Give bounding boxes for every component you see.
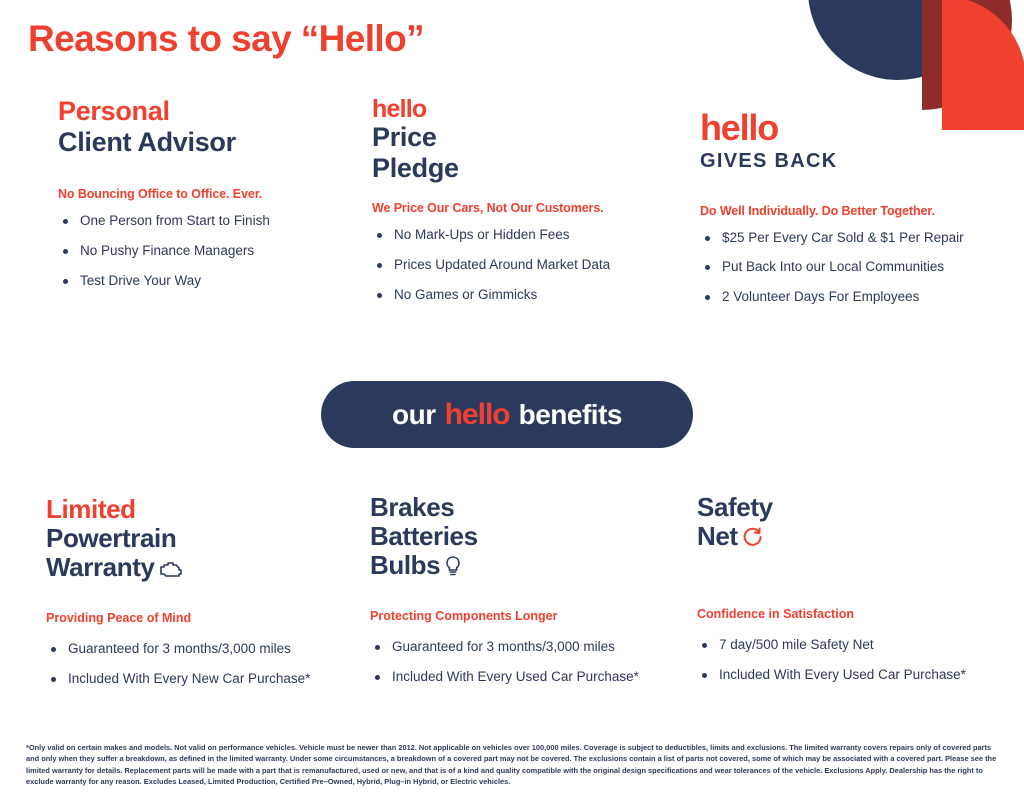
list-item: No Pushy Finance Managers [58,243,358,260]
lightbulb-icon [443,554,463,583]
list-item: Put Back Into our Local Communities [700,259,1010,276]
card-title-line3: Warranty [46,552,155,583]
benefit-card-price-pledge [372,96,672,317]
card-title-line1: Limited [46,494,136,524]
dark-red-circle-decor [922,0,1012,110]
list-item: 7 day/500 mile Safety Net [697,637,1017,654]
engine-icon [158,556,182,585]
card-title-line3-wrap [46,553,376,585]
card-title [372,96,672,183]
card-bullet-list [58,213,358,290]
card-title-line2: Client Advisor [58,126,236,157]
list-item: Included With Every Used Car Purchase* [697,667,1017,684]
list-item: Included With Every Used Car Purchase* [370,669,690,686]
hello-brand-text: hello [372,95,427,123]
legal-footnote: *Only valid on certain makes and models. Not valid on performance vehicles. Vehicle must be newer than 2012. Not applicable on vehicles over 100,000 miles. Coverage is subject to deductibles, limits and exclusions. The limited warranty covers repairs only of covered parts and only when they suffer a breakdown, as defined in the limited warranty. Under some circumstances, a breakdown of a covered part may not be covered. The exclusions contain a list of parts not covered, some of which may be associated with a covered part. Please see the limited warranty for details. Replacement parts will be made with a part that is remanufactured, used or new, and that is of a kind and quality compatible with the original design specifications and wear tolerances of the vehicle. Exclusions Apply. Dealership has the right to exclude warranty for any reason. Excludes Leased, Limited Production, Certified Pre–Owned, Hybrid, Plug–in Hybrid, or Electric vehicles. [26,743,997,787]
list-item: One Person from Start to Finish [58,213,358,230]
card-title-line1: Personal [58,96,170,126]
card-title [700,107,1010,173]
card-title-line1: Price [372,122,437,153]
benefit-card-hello-gives-back [700,107,1010,319]
card-subhead: Protecting Components Longer [370,609,558,624]
card-bullet-list [370,639,690,686]
benefit-card-brakes-batteries-bulbs [370,493,690,699]
bottom-benefits-grid [0,492,1024,695]
card-subhead: Do Well Individually. Do Better Together. [700,203,935,218]
card-subhead: No Bouncing Office to Office. Ever. [58,187,263,201]
list-item: Prices Updated Around Market Data [372,257,672,274]
card-subhead: Confidence in Satisfaction [697,607,854,622]
card-title-line1: Brakes [370,492,455,522]
card-title [370,493,690,583]
list-item: $25 Per Every Car Sold & $1 Per Repair [700,230,1010,247]
card-title [58,96,358,157]
card-title-line2: Batteries [370,521,478,552]
list-item: Guaranteed for 3 months/3,000 miles [370,639,690,656]
card-bullet-list [46,641,376,688]
card-title-line2: Powertrain [46,523,177,554]
refresh-circle-icon [741,525,763,554]
card-title [697,493,1017,554]
card-title-line2-wrap [697,522,1017,554]
banner-word-benefits: benefits [518,398,622,430]
page-title: Reasons to say “Hello” [28,18,424,59]
banner-word-hello: hello [444,397,510,431]
card-title-line3: Bulbs [370,550,441,581]
card-title-line2: Net [697,521,738,552]
benefit-card-limited-powertrain-warranty [46,495,376,701]
top-benefits-grid [0,96,1024,346]
list-item: Guaranteed for 3 months/3,000 miles [46,641,376,658]
banner-word-our: our [392,398,436,430]
list-item: 2 Volunteer Days For Employees [700,289,1010,306]
card-title-line3-wrap [370,551,690,583]
card-title-line2: Pledge [372,152,459,183]
list-item: No Mark-Ups or Hidden Fees [372,227,672,244]
card-title [46,495,376,585]
benefit-card-personal-client-advisor [58,96,358,303]
hello-brand-text: hello [700,107,779,148]
list-item: Test Drive Your Way [58,273,358,290]
card-bullet-list [700,230,1010,307]
card-bullet-list [372,227,672,304]
card-bullet-list [697,637,1017,684]
list-item: No Games or Gimmicks [372,287,672,304]
card-title-line1: Safety [697,492,773,522]
benefit-card-safety-net [697,493,1017,697]
card-subhead: Providing Peace of Mind [46,611,192,626]
navy-circle-decor [808,0,988,80]
card-title-line1: GIVES BACK [700,150,838,172]
hello-benefits-banner [321,381,693,448]
list-item: Included With Every New Car Purchase* [46,671,376,688]
card-subhead: We Price Our Cars, Not Our Customers. [372,201,604,216]
